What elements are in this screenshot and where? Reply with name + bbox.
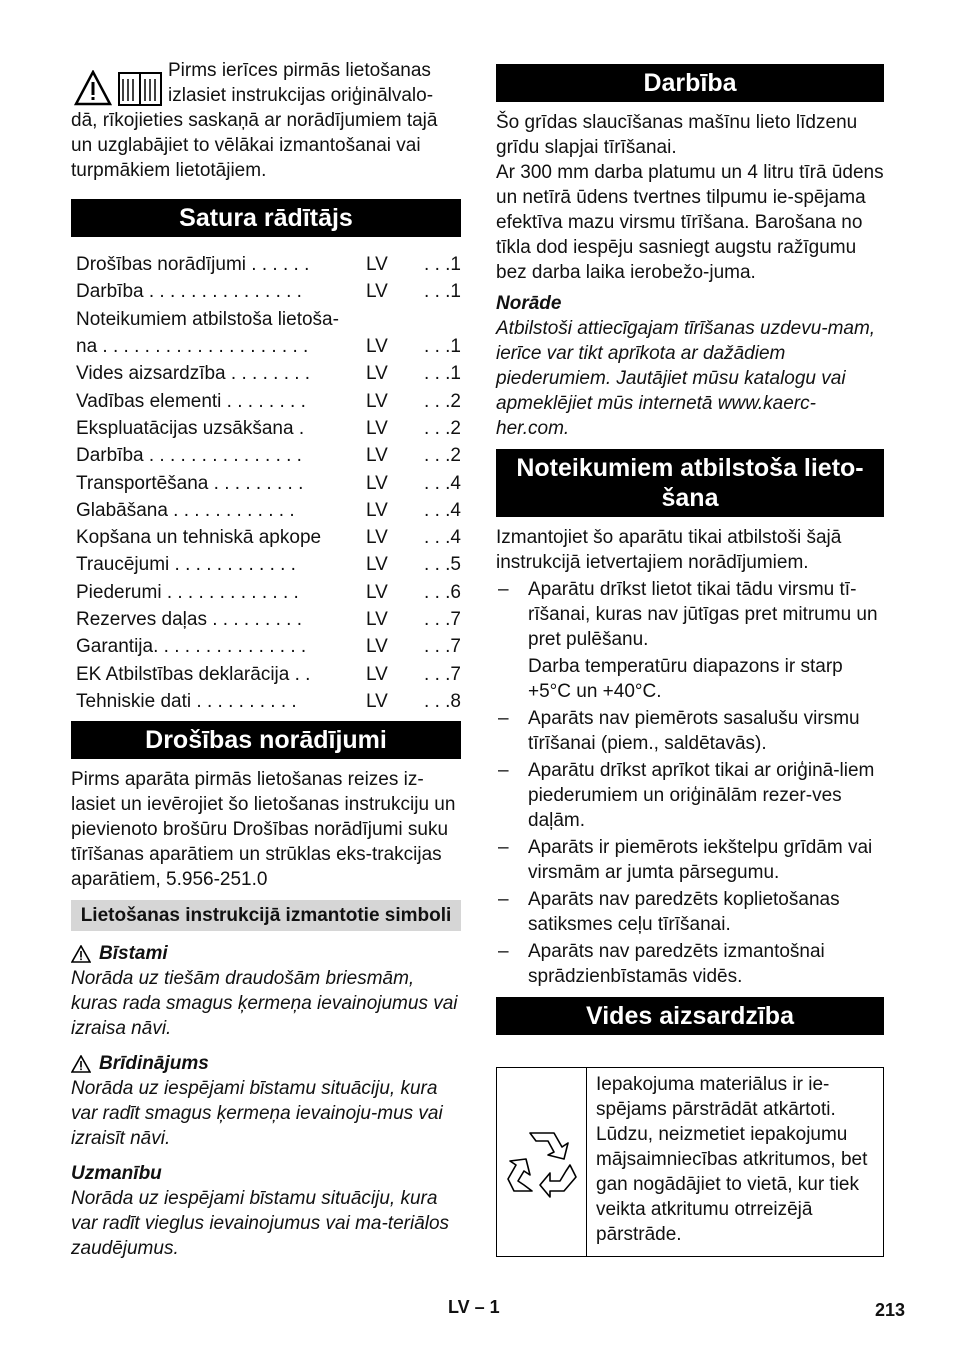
toc-entry-language: LV: [366, 281, 388, 303]
toc-entry-page: . . .8: [424, 690, 461, 712]
toc-entry-name: Ekspluatācijas uzsākšana .: [76, 417, 305, 439]
toc-entry-name: Drošības norādījumi . . . . . .: [76, 254, 310, 276]
toc-entry-name: Rezerves daļas . . . . . . . . .: [76, 609, 302, 630]
toc-row: [76, 524, 461, 551]
toc-entry-page: . . .7: [424, 609, 461, 630]
toc-entry-language: LV: [366, 254, 388, 276]
proper-use-list-continued: [496, 706, 884, 989]
toc-entry-language: LV: [366, 417, 388, 439]
left-column: [71, 58, 461, 1261]
toc-entry-page: . . .2: [424, 390, 461, 412]
manual-book-icon: [118, 70, 162, 106]
danger-label-text: Bīstami: [99, 943, 168, 965]
toc-entry-name: Glabāšana . . . . . . . . . . . .: [76, 499, 295, 521]
toc-row: [76, 442, 461, 469]
list-item: – Aparāts nav piemērots sasalušu virsmu tīrīšanai (piem., saldētavās).: [496, 706, 884, 756]
intro-line1: Pirms ierīces pirmās lietošanas: [168, 60, 431, 81]
toc-entry-language: LV: [366, 609, 388, 630]
toc-row: [76, 251, 461, 278]
toc-entry-page: . . .1: [424, 281, 461, 303]
toc-entry-language: LV: [366, 690, 388, 712]
toc-row: [76, 633, 461, 660]
toc-entry-name: Kopšana un tehniskā apkope: [76, 527, 322, 549]
toc-row: [76, 497, 461, 524]
footer-language-page: LV – 1: [448, 1297, 500, 1317]
environment-box: [496, 1067, 884, 1257]
toc-entry-page: . . .4: [424, 472, 461, 494]
toc-entry-language: LV: [366, 554, 388, 576]
toc-entry-language: LV: [366, 636, 388, 658]
toc-row: [76, 306, 461, 333]
toc-entry-name: Darbība . . . . . . . . . . . . . . .: [76, 445, 302, 467]
danger-text: Norāda uz tiešām draudošām briesmām, kuras rada smagus ķermeņa ievainojumus vai izraisa nāvi.: [71, 968, 458, 1040]
toc-entry-name: Vadības elementi . . . . . . . .: [76, 390, 306, 412]
warning-label: [71, 1051, 461, 1076]
toc-entry-language: LV: [366, 527, 388, 549]
table-of-contents: [71, 251, 461, 715]
toc-entry-name: Garantija. . . . . . . . . . . . . . .: [76, 636, 307, 658]
toc-row: [76, 606, 461, 633]
toc-entry-page: . . .1: [424, 363, 461, 385]
toc-entry-name: Piederumi . . . . . . . . . . . . .: [76, 581, 299, 603]
toc-row: [76, 333, 461, 360]
toc-entry-language: LV: [366, 363, 388, 385]
page-number: 213: [875, 1300, 906, 1320]
toc-entry-name: Darbība . . . . . . . . . . . . . . .: [76, 281, 302, 303]
toc-row: [76, 579, 461, 606]
toc-row: [76, 387, 461, 414]
intro-icons: [74, 66, 166, 106]
toc-entry-page: . . .4: [424, 527, 461, 549]
caution-label: [71, 1161, 461, 1186]
intro-rest: dā, rīkojieties saskaņā ar norādījumiem tajā un uzglabājiet to vēlākai izmantošanai vai turpmākiem lietotājiem.: [71, 110, 438, 181]
operation-title: Darbība: [496, 64, 884, 102]
caution-label-text: Uzmanību: [71, 1163, 162, 1185]
toc-entry-language: LV: [366, 663, 388, 685]
toc-row: [76, 415, 461, 442]
list-item: – Aparātu drīkst aprīkot tikai ar oriģinā-liem piederumiem un oriģinālām rezer-ves daļām.: [496, 758, 884, 833]
toc-entry-language: LV: [366, 390, 388, 412]
toc-entry-page: . . .2: [424, 417, 461, 439]
toc-entry-page: . . .7: [424, 636, 461, 658]
toc-entry-name: Traucējumi . . . . . . . . . . . .: [76, 554, 296, 576]
warning-text: Norāda uz iespējami bīstamu situāciju, kura var radīt smagus ķermeņa ievainoju-mus vai izraisīt nāvi.: [71, 1078, 443, 1150]
toc-entry-language: LV: [366, 499, 388, 521]
warning-triangle-icon: [74, 70, 112, 106]
toc-entry-language: LV: [366, 445, 388, 467]
list-item: – Aparātu drīkst lietot tikai tādu virsmu tī-rīšanai, kuras nav jūtīgas pret mitrumu un pret pulēšanu.: [496, 577, 884, 652]
proper-use-title: Noteikumiem atbilstoša lieto-šana: [496, 449, 884, 517]
environment-text: Iepakojuma materiālus ir ie-spējams pārstrādāt atkārtoti. Lūdzu, neizmetiet iepakojumu mājsaimniecības atkritumos, bet gan nogādājiet to vietā, kur tiek veikta atkritumu otrreizējā pārstrāde.: [596, 1074, 868, 1245]
toc-entry-page: . . .4: [424, 499, 461, 521]
toc-entry-page: . . .1: [424, 254, 461, 276]
toc-row: [76, 360, 461, 387]
danger-label: [71, 941, 461, 966]
toc-entry-language: LV: [366, 472, 388, 494]
list-item: – Aparāts nav paredzēts koplietošanas satiksmes ceļu tīrīšanai.: [496, 887, 884, 937]
operation-p2: Ar 300 mm darba platumu un 4 litru tīrā ūdens un netīrā ūdens tvertnes tilpumu ie-spējama efektīva mazu virsmu tīrīšana. Barošana no tīkla dod iespēju sasniegt augstu ražīgumu bez darba laika ierobežo-juma.: [496, 162, 884, 283]
toc-row: [76, 469, 461, 496]
intro-line2: izlasiet instrukcijas oriģinālvalo-: [168, 85, 434, 106]
recycle-icon: [504, 1125, 580, 1199]
toc-entry-page: . . .5: [424, 554, 461, 576]
proper-use-intro: Izmantojiet šo aparātu tikai atbilstoši šajā instrukcijā ietvertajiem norādījumiem.: [496, 527, 842, 573]
toc-entry-page: . . .2: [424, 445, 461, 467]
toc-entry-name: Transportēšana . . . . . . . . .: [76, 472, 304, 494]
toc-row: [76, 688, 461, 715]
toc-entry-page: . . .1: [424, 336, 461, 358]
toc-entry-page: . . .7: [424, 663, 461, 685]
toc-title: Satura rādītājs: [71, 199, 461, 237]
safety-title: Drošības norādījumi: [71, 721, 461, 759]
toc-entry-page: . . .6: [424, 581, 461, 603]
intro-block: [71, 58, 461, 183]
note-label-text: Norāde: [496, 293, 562, 314]
safety-text: Pirms aparāta pirmās lietošanas reizes iz-lasiet un ievērojiet šo lietošanas instrukciju un pievienoto brošūru Drošības norādījumi suku tīrīšanas aparātiem un strūklas eks-trakcijas aparātiem, 5.956-251.0: [71, 769, 456, 891]
note-label: [496, 291, 884, 316]
toc-entry-name: EK Atbilstības deklarācija . .: [76, 663, 311, 685]
toc-entry-language: LV: [366, 336, 388, 358]
right-column: [496, 64, 884, 1257]
toc-entry-language: LV: [366, 581, 388, 603]
recycle-icon-cell: [497, 1068, 587, 1256]
toc-row: [76, 551, 461, 578]
warning-triangle-icon: [71, 945, 91, 963]
environment-title: Vides aizsardzība: [496, 997, 884, 1035]
operation-p1: Šo grīdas slaucīšanas mašīnu lieto līdzenu grīdu slapjai tīrīšanai.: [496, 112, 858, 158]
caution-text: Norāda uz iespējami bīstamu situāciju, kura var radīt vieglus ievainojumus vai ma-teriālos zaudējumus.: [71, 1188, 450, 1260]
list-item: – Aparāts ir piemērots iekštelpu grīdām vai virsmām ar jumta pārsegumu.: [496, 835, 884, 885]
toc-row: [76, 278, 461, 305]
list-item: – Aparāts nav paredzēts izmantošnai sprādzienbīstamās vidēs.: [496, 939, 884, 989]
toc-entry-name: Noteikumiem atbilstoša lietoša-: [76, 308, 339, 330]
symbols-subtitle: Lietošanas instrukcijā izmantotie simboli: [71, 900, 461, 931]
note-text: Atbilstoši attiecīgajam tīrīšanas uzdevu-mam, ierīce var tikt aprīkota ar dažādiem piederumiem. Jautājiet mūsu katalogu vai apmeklējiet mūs internetā www.kaerc-her.com.: [496, 318, 876, 439]
warning-label-text: Brīdinājums: [99, 1053, 209, 1075]
warning-triangle-icon: [71, 1055, 91, 1073]
toc-entry-name: na . . . . . . . . . . . . . . . . . . . .: [76, 336, 309, 358]
temperature-range-text: Darba temperatūru diapazons ir starp +5°C un +40°C.: [528, 656, 843, 702]
toc-entry-name: Vides aizsardzība . . . . . . . .: [76, 363, 311, 385]
toc-entry-name: Tehniskie dati . . . . . . . . . .: [76, 690, 297, 712]
toc-row: [76, 660, 461, 687]
proper-use-list: [496, 577, 884, 652]
